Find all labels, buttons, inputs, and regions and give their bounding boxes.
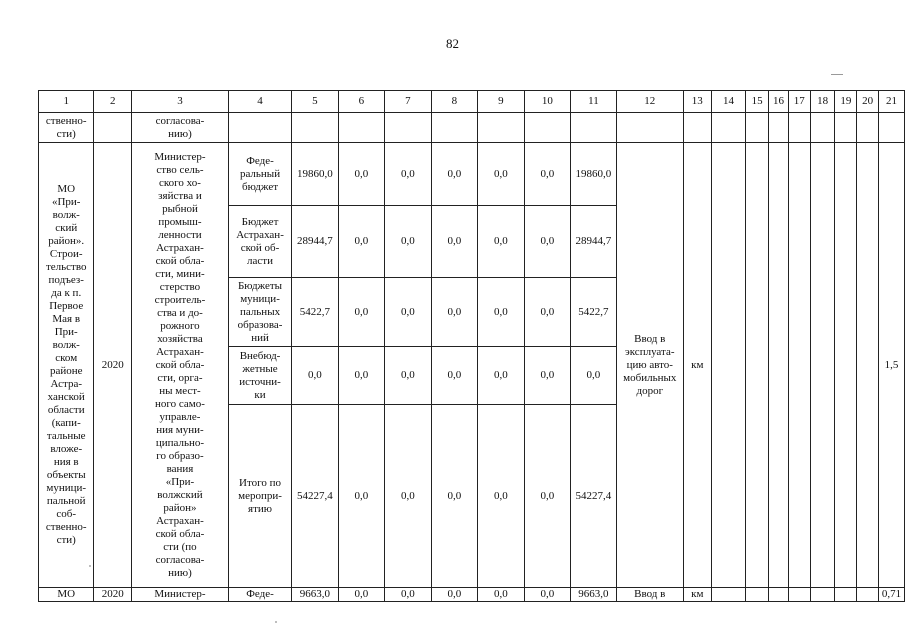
amount-cell: 0,0 <box>478 206 525 278</box>
amount-cell: 0,0 <box>478 278 525 347</box>
page-number: 82 <box>446 36 459 51</box>
empty-cell <box>810 143 835 588</box>
amount-cell: 0,0 <box>524 278 571 347</box>
col-header: 15 <box>746 91 769 113</box>
col-header: 9 <box>478 91 525 113</box>
indicator-cell: Ввод в эксплуата- цию авто- мобильных дорог <box>616 143 683 588</box>
empty-cell <box>835 143 857 588</box>
empty-cell <box>746 143 769 588</box>
column-number-row <box>39 91 905 113</box>
empty-cell <box>746 588 769 602</box>
amount-cell: 0,0 <box>338 405 385 588</box>
amount-cell: 0,0 <box>478 405 525 588</box>
executor-cell: Министер- ство сель- ского хо- зяйства и рыбной промыш- ленности Астрахан- ской обла- сти, мини- стерство строитель- ства и до- рожного хозяйства Астрахан- ской обла- сти, орга- ны мест- ного само- управле- ния муни- ципально- го образо- вания «При- волжский район» Астрахан- ской обла- сти (по согласова- нию) <box>132 143 229 588</box>
executor-cell: согласова- нию) <box>132 113 229 143</box>
empty-cell <box>788 113 810 143</box>
col-header: 14 <box>711 91 746 113</box>
col-header: 12 <box>616 91 683 113</box>
empty-cell <box>711 143 746 588</box>
col-header: 19 <box>835 91 857 113</box>
scan-dot <box>275 621 277 623</box>
unit-cell: км <box>683 143 711 588</box>
amount-cell: 5422,7 <box>571 278 617 347</box>
amount-cell: 5422,7 <box>292 278 339 347</box>
empty-cell <box>478 113 525 143</box>
amount-cell: 0,0 <box>431 347 478 405</box>
object-name-cell: МО «При- волж- ский район». Строи- тельство подъез- да к п. Первое Мая в При- волж- ском районе Астра- ханской области (капи- тальные вложе- ния в объекты муници- пальной соб- ственно- сти) <box>39 143 94 588</box>
executor-cell: Министер- <box>132 588 229 602</box>
empty-cell <box>857 588 879 602</box>
col-header: 6 <box>338 91 385 113</box>
amount-cell: 9663,0 <box>571 588 617 602</box>
empty-cell <box>338 113 385 143</box>
amount-cell: 19860,0 <box>571 143 617 206</box>
amount-cell: 0,0 <box>524 206 571 278</box>
col-header: 18 <box>810 91 835 113</box>
amount-cell: 54227,4 <box>292 405 339 588</box>
unit-cell: км <box>683 588 711 602</box>
continuation-row <box>39 113 905 143</box>
empty-cell <box>711 588 746 602</box>
empty-cell <box>788 143 810 588</box>
empty-cell <box>769 143 789 588</box>
col-header: 13 <box>683 91 711 113</box>
col-header: 5 <box>292 91 339 113</box>
empty-cell <box>810 588 835 602</box>
amount-cell: 0,0 <box>524 143 571 206</box>
indicator-cell: Ввод в <box>616 588 683 602</box>
funding-source-cell: Бюджет Астрахан- ской об- ласти <box>228 206 291 278</box>
value-cell: 0,71 <box>879 588 905 602</box>
empty-cell <box>385 113 432 143</box>
amount-cell: 0,0 <box>385 143 432 206</box>
year-cell: 2020 <box>94 588 132 602</box>
amount-cell: 0,0 <box>431 278 478 347</box>
year-cell: 2020 <box>94 143 132 588</box>
scan-mark <box>831 74 843 75</box>
funding-source-cell: Внебюд- жетные источни- ки <box>228 347 291 405</box>
col-header: 1 <box>39 91 94 113</box>
col-header: 20 <box>857 91 879 113</box>
amount-cell: 54227,4 <box>571 405 617 588</box>
amount-cell: 0,0 <box>478 588 525 602</box>
amount-cell: 0,0 <box>338 588 385 602</box>
amount-cell: 0,0 <box>431 588 478 602</box>
empty-cell <box>228 113 291 143</box>
amount-cell: 0,0 <box>431 143 478 206</box>
amount-cell: 0,0 <box>524 347 571 405</box>
amount-cell: 0,0 <box>385 405 432 588</box>
empty-cell <box>769 113 789 143</box>
empty-cell <box>857 143 879 588</box>
funding-source-cell: Бюджеты муници- пальных образова- ний <box>228 278 291 347</box>
empty-cell <box>292 113 339 143</box>
amount-cell: 28944,7 <box>571 206 617 278</box>
amount-cell: 0,0 <box>431 206 478 278</box>
empty-cell <box>835 113 857 143</box>
empty-cell <box>616 113 683 143</box>
amount-cell: 0,0 <box>524 588 571 602</box>
col-header: 2 <box>94 91 132 113</box>
funding-source-cell: Феде- <box>228 588 291 602</box>
empty-cell <box>94 113 132 143</box>
col-header: 4 <box>228 91 291 113</box>
funding-source-cell: Итого по меропри- ятию <box>228 405 291 588</box>
empty-cell <box>879 113 905 143</box>
amount-cell: 0,0 <box>478 143 525 206</box>
col-header: 21 <box>879 91 905 113</box>
value-cell: 1,5 <box>879 143 905 588</box>
empty-cell <box>683 113 711 143</box>
next-object-row <box>39 588 905 602</box>
col-header: 7 <box>385 91 432 113</box>
amount-cell: 0,0 <box>338 143 385 206</box>
amount-cell: 0,0 <box>385 206 432 278</box>
amount-cell: 0,0 <box>571 347 617 405</box>
col-header: 8 <box>431 91 478 113</box>
empty-cell <box>571 113 617 143</box>
amount-cell: 0,0 <box>338 278 385 347</box>
amount-cell: 0,0 <box>385 278 432 347</box>
empty-cell <box>746 113 769 143</box>
budget-table <box>38 90 905 602</box>
object-name-cell: ственно- сти) <box>39 113 94 143</box>
empty-cell <box>769 588 789 602</box>
col-header: 16 <box>769 91 789 113</box>
col-header: 10 <box>524 91 571 113</box>
amount-cell: 0,0 <box>385 588 432 602</box>
empty-cell <box>711 113 746 143</box>
amount-cell: 0,0 <box>338 206 385 278</box>
amount-cell: 28944,7 <box>292 206 339 278</box>
amount-cell: 0,0 <box>478 347 525 405</box>
empty-cell <box>788 588 810 602</box>
col-header: 17 <box>788 91 810 113</box>
amount-cell: 19860,0 <box>292 143 339 206</box>
empty-cell <box>835 588 857 602</box>
amount-cell: 0,0 <box>385 347 432 405</box>
empty-cell <box>810 113 835 143</box>
empty-cell <box>857 113 879 143</box>
amount-cell: 0,0 <box>292 347 339 405</box>
object-name-cell: МО <box>39 588 94 602</box>
funding-row <box>39 143 905 206</box>
funding-source-cell: Феде- ральный бюджет <box>228 143 291 206</box>
col-header: 3 <box>132 91 229 113</box>
amount-cell: 0,0 <box>431 405 478 588</box>
amount-cell: 9663,0 <box>292 588 339 602</box>
amount-cell: 0,0 <box>338 347 385 405</box>
empty-cell <box>431 113 478 143</box>
empty-cell <box>524 113 571 143</box>
amount-cell: 0,0 <box>524 405 571 588</box>
col-header: 11 <box>571 91 617 113</box>
